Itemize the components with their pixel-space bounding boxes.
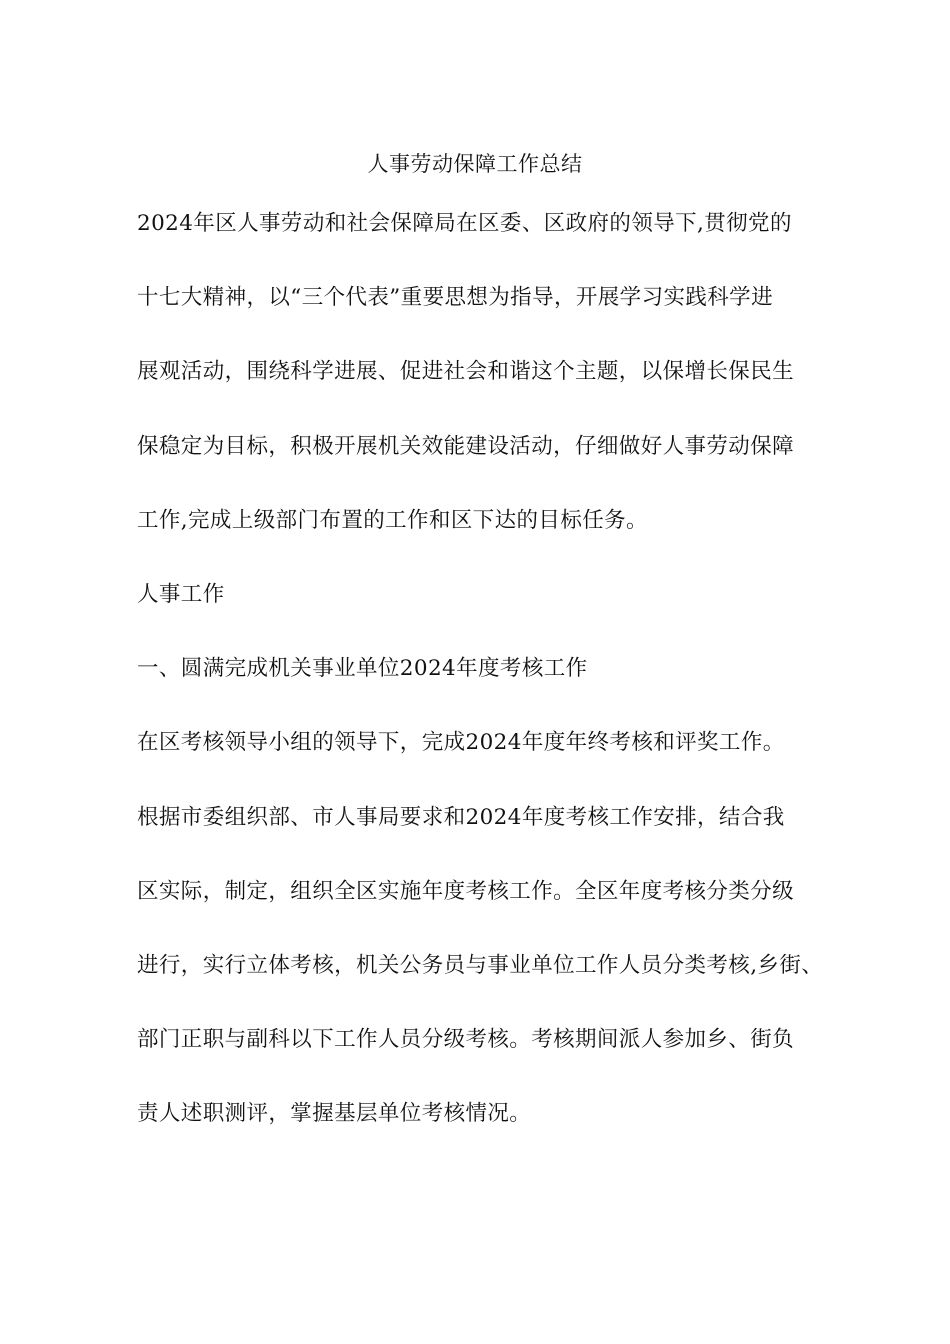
paragraph-line: 2024年区人事劳动和社会保障局在区委、区政府的领导下,贯彻党的 bbox=[137, 211, 792, 236]
paragraph-line: 展观活动，围绕科学进展、促进社会和谐这个主题，以保增长保民生 bbox=[137, 359, 795, 385]
paragraph-line: 进行，实行立体考核，机关公务员与事业单位工作人员分类考核,乡街、 bbox=[137, 952, 824, 978]
paragraph-line: 责人述职测评，掌握基层单位考核情况。 bbox=[137, 1101, 532, 1127]
document-body bbox=[137, 207, 827, 1171]
paragraph-line: 区实际，制定，组织全区实施年度考核工作。全区年度考核分类分级 bbox=[137, 878, 795, 904]
document-title: 人事劳动保障工作总结 bbox=[367, 152, 583, 176]
paragraph-line: 根据市委组织部、市人事局要求和2024年度考核工作安排，结合我 bbox=[137, 804, 785, 830]
section-heading: 人事工作 bbox=[137, 581, 225, 607]
subsection-heading: 一、圆满完成机关事业单位2024年度考核工作 bbox=[137, 656, 588, 682]
paragraph-line: 部门正职与副科以下工作人员分级考核。考核期间派人参加乡、街负 bbox=[137, 1027, 795, 1053]
paragraph-line: 工作,完成上级部门布置的工作和区下达的目标任务。 bbox=[137, 507, 648, 533]
paragraph-line: 保稳定为目标，积极开展机关效能建设活动，仔细做好人事劳动保障 bbox=[137, 433, 795, 459]
paragraph-line: 十七大精神，以“三个代表”重要思想为指导，开展学习实践科学进 bbox=[137, 285, 773, 311]
paragraph-line: 在区考核领导小组的领导下，完成2024年度年终考核和评奖工作。 bbox=[137, 730, 785, 756]
